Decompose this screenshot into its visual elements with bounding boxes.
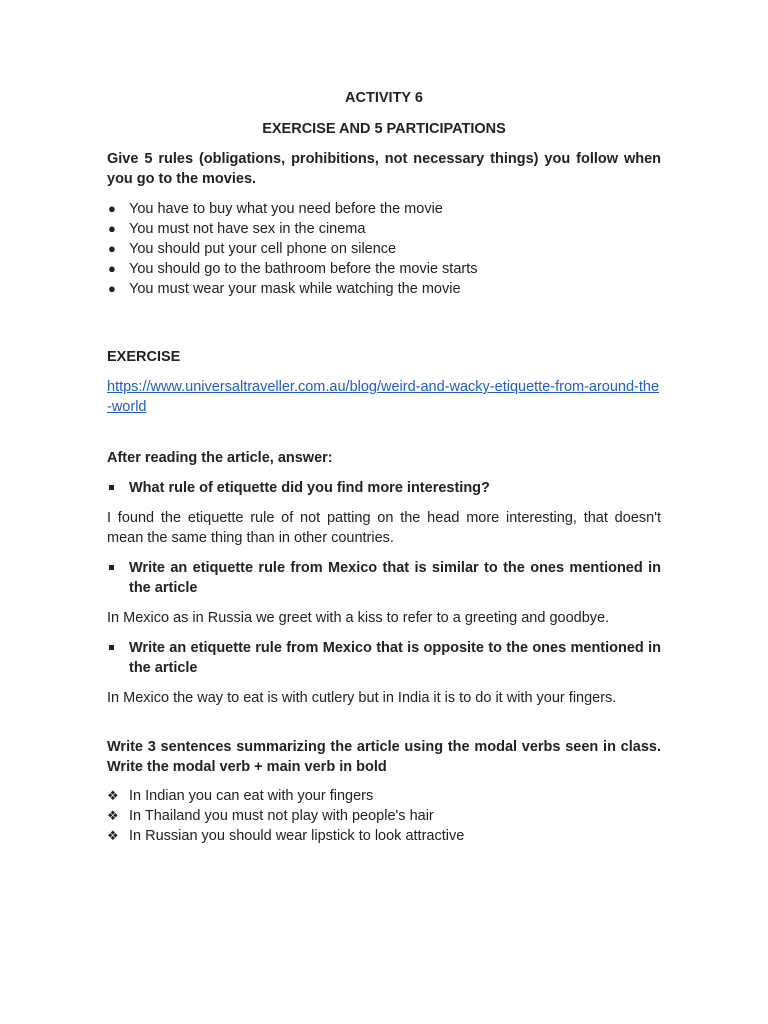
list-item [107,199,661,219]
four-diamond-bullet-icon: ❖ [107,788,119,803]
square-bullet-icon [109,565,114,570]
summary-text: In Russian you should wear lipstick to look attractive [129,828,465,844]
summary-list [107,786,661,846]
rules-list [107,199,661,299]
square-bullet-icon [109,485,114,490]
rule-text: You have to buy what you need before the movie [129,201,443,217]
article-link[interactable]: https://www.universaltraveller.com.au/blog/weird-and-wacky-etiquette-from-around-the-world [107,379,660,415]
page-subtitle: EXERCISE AND 5 PARTICIPATIONS [262,121,506,137]
question-text: What rule of etiquette did you find more interesting? [129,480,490,496]
bullet-dot-icon: ● [108,241,116,256]
rule-text: You should go to the bathroom before the movie starts [129,261,478,277]
summary-text: In Indian you can eat with your fingers [129,788,374,804]
document-page [107,88,661,846]
rule-text: You must wear your mask while watching the movie [129,281,461,297]
question-item [107,558,661,598]
rule-text: You must not have sex in the cinema [129,221,366,237]
list-item [107,259,661,279]
page-title: ACTIVITY 6 [345,90,423,106]
answer-text: In Mexico as in Russia we greet with a kiss to refer to a greeting and goodbye. [107,610,610,626]
list-item [107,806,661,826]
list-item [107,786,661,806]
question-item [107,638,661,678]
answer-text: I found the etiquette rule of not patting on the head more interesting, that doesn't mean the same thing than in other countries. [107,510,661,546]
bullet-dot-icon: ● [108,201,116,216]
bullet-dot-icon: ● [108,281,116,296]
bullet-dot-icon: ● [108,261,116,276]
square-bullet-icon [109,645,114,650]
answer-text: In Mexico the way to eat is with cutlery but in India it is to do it with your fingers. [107,690,617,706]
intro-prompt: Give 5 rules (obligations, prohibitions, not necessary things) you follow when you go to the movies. [107,151,661,187]
four-diamond-bullet-icon: ❖ [107,808,119,823]
question-text: Write an etiquette rule from Mexico that is similar to the ones mentioned in the article [129,560,661,596]
list-item [107,826,661,846]
four-diamond-bullet-icon: ❖ [107,828,119,843]
question-text: Write an etiquette rule from Mexico that is opposite to the ones mentioned in the article [129,640,661,676]
list-item [107,279,661,299]
summary-prompt: Write 3 sentences summarizing the article using the modal verbs seen in class. Write the modal verb + main verb in bold [107,739,661,775]
rule-text: You should put your cell phone on silence [129,241,397,257]
article-link-paragraph [107,377,661,417]
exercise-heading: EXERCISE [107,349,181,365]
bullet-dot-icon: ● [108,221,116,236]
summary-text: In Thailand you must not play with people's hair [129,808,434,824]
list-item [107,239,661,259]
question-item [107,478,661,498]
list-item [107,219,661,239]
after-reading-label: After reading the article, answer: [107,450,333,466]
